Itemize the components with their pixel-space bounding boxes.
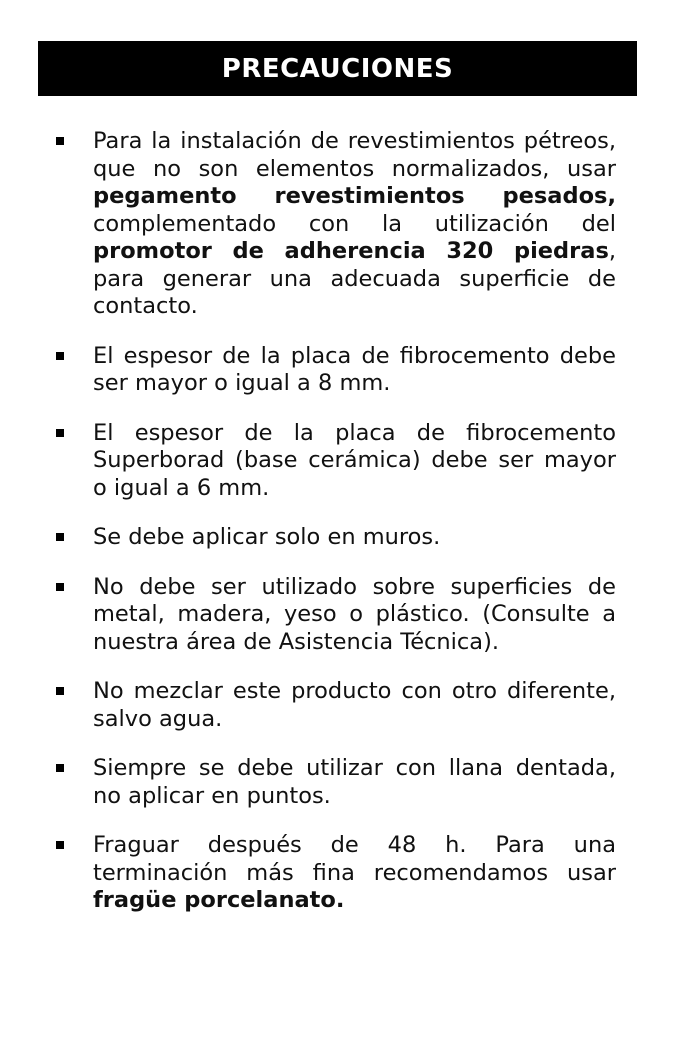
bold-text-segment: fragüe porcelanato. <box>93 887 345 913</box>
header-bar <box>38 41 637 96</box>
bullet-icon <box>56 841 64 849</box>
list-item <box>56 832 616 915</box>
bullet-icon <box>56 137 64 145</box>
bold-text-segment: promotor de adherencia 320 piedras <box>93 238 609 264</box>
bold-text-segment: pegamento revestimientos pesados, <box>93 183 616 209</box>
bullet-icon <box>56 764 64 772</box>
item-text: Se debe aplicar solo en muros. <box>93 524 441 550</box>
list-item <box>56 755 616 810</box>
item-text: El espesor de la placa de fibrocemento Superborad (base cerámica) debe ser mayor o igual a 6 mm. <box>93 419 616 501</box>
list-item <box>56 128 616 321</box>
text-segment: , para generar una adecuada superficie de contacto. <box>93 238 616 319</box>
list-item <box>56 343 616 398</box>
bullet-icon <box>56 352 64 360</box>
text-segment: Fraguar después de 48 h. Para una terminación más fina recomendamos usar <box>93 832 616 886</box>
item-text: Siempre se debe utilizar con llana dentada, no aplicar en puntos. <box>93 755 616 809</box>
list-item <box>56 678 616 733</box>
item-text: No mezclar este producto con otro diferente, salvo agua. <box>93 678 616 732</box>
item-text <box>93 832 616 913</box>
item-text: El espesor de la placa de fibrocemento debe ser mayor o igual a 8 mm. <box>93 342 616 396</box>
bullet-icon <box>56 429 64 437</box>
item-text <box>93 128 616 319</box>
text-segment: Para la instalación de revestimientos pétreos, que no son elementos normalizados, usar <box>93 128 616 182</box>
bullet-icon <box>56 687 64 695</box>
list-item <box>56 524 616 552</box>
text-segment: complementado con la utilización del <box>93 210 616 237</box>
precautions-list <box>56 128 616 937</box>
page-title: PRECAUCIONES <box>221 53 454 84</box>
bullet-icon <box>56 583 64 591</box>
item-text: No debe ser utilizado sobre superficies de metal, madera, yeso o plástico. (Consulte a nuestra área de Asistencia Técnica). <box>93 573 616 655</box>
list-item <box>56 420 616 503</box>
list-item <box>56 574 616 657</box>
bullet-icon <box>56 533 64 541</box>
